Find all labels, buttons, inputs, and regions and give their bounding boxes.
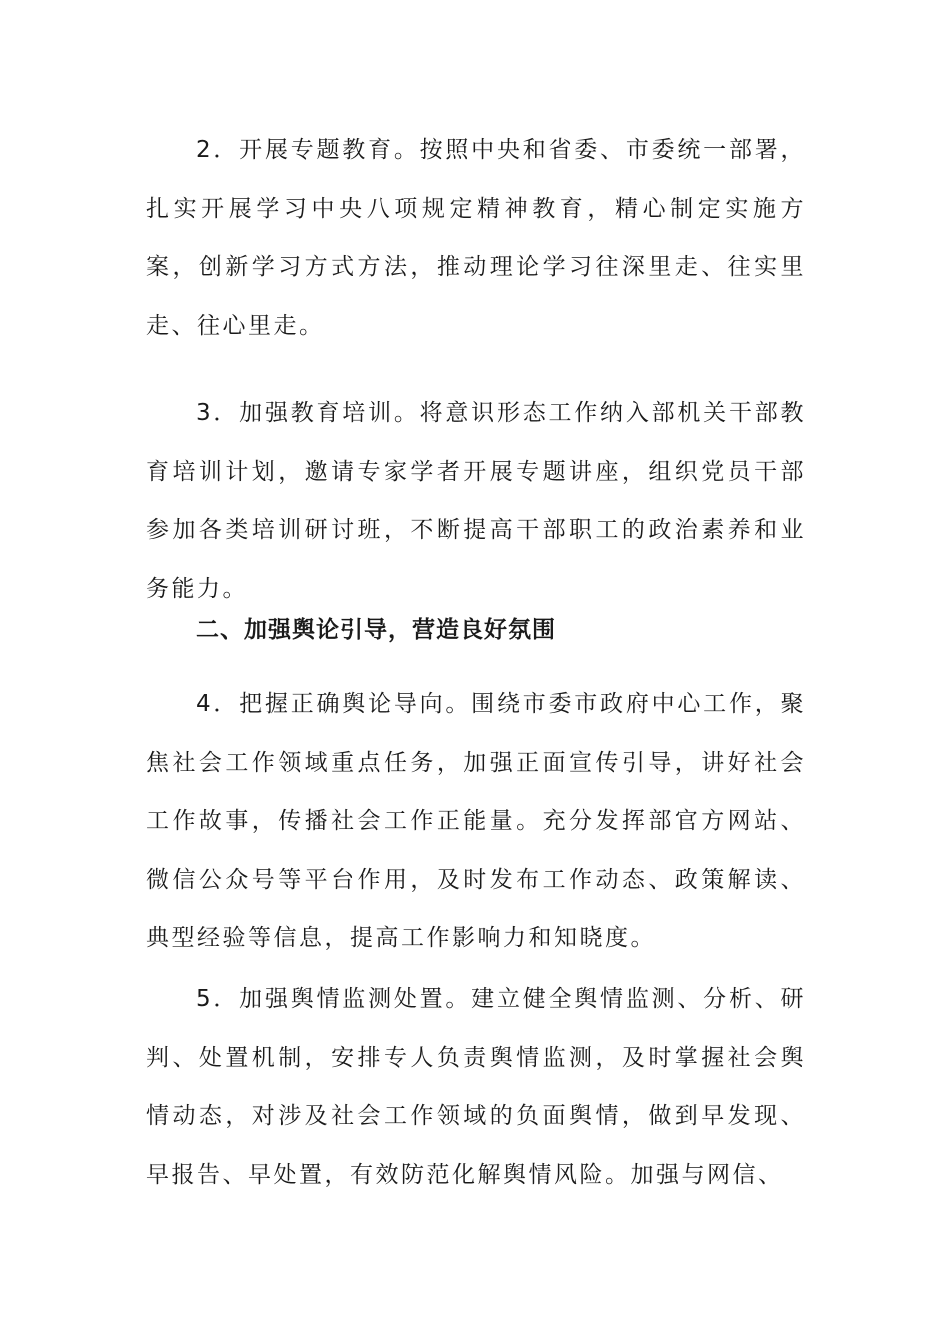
paragraph-5-sentiment-monitoring: 5．加强舆情监测处置。建立健全舆情监测、分析、研判、处置机制，安排专人负责舆情监测，及时掌握社会舆情动态，对涉及社会工作领域的负面舆情，做到早发现、早报告、早处置，有效防范化解舆情风险。加强与网信、 bbox=[146, 986, 806, 1188]
paragraph-3-education-training: 3．加强教育培训。将意识形态工作纳入部机关干部教育培训计划，邀请专家学者开展专题讲座，组织党员干部参加各类培训研讨班，不断提高干部职工的政治素养和业务能力。 bbox=[146, 400, 806, 602]
paragraph-4-public-opinion: 4．把握正确舆论导向。围绕市委市政府中心工作，聚焦社会工作领域重点任务，加强正面宣传引导，讲好社会工作故事，传播社会工作正能量。充分发挥部官方网站、微信公众号等平台作用，及时发布工作动态、政策解读、典型经验等信息，提高工作影响力和知晓度。 bbox=[146, 691, 806, 951]
section-heading: 二、加强舆论引导，营造良好氛围 bbox=[196, 617, 556, 643]
paragraph-2-topic-education: 2．开展专题教育。按照中央和省委、市委统一部署，扎实开展学习中央八项规定精神教育，精心制定实施方案，创新学习方式方法，推动理论学习往深里走、往实里走、往心里走。 bbox=[146, 137, 806, 339]
